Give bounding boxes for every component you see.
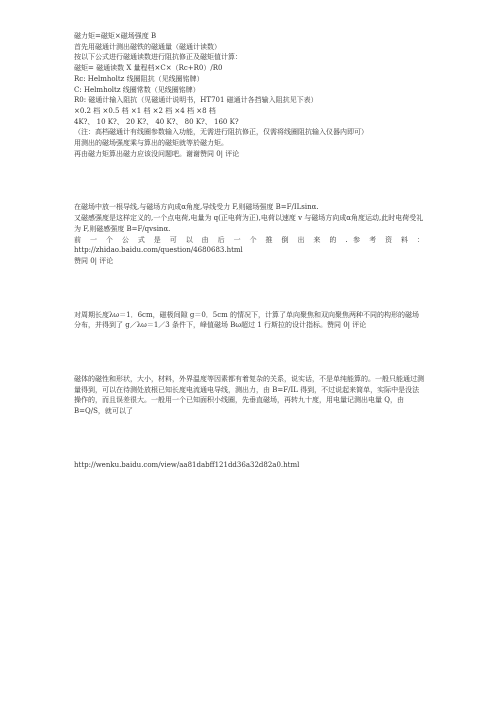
- note-paragraph: （注：高档磁通计有线圈参数输入功能，无需进行阻抗修正，仅需将线圈阻抗输入仪器内即可）: [74, 128, 368, 137]
- section-magnetic-torque: [74, 31, 424, 159]
- wenku-link[interactable]: http://wenku.baidu.com/view/aa81dabff121dd36a32d82a0.html: [74, 460, 300, 469]
- text-paragraph: 磁体的磁性和形状，大小，材料，外界温度等因素都有着复杂的关系，说实话，不是单纯能算的。一般只能通过测量得到，可以在待测处放根已知长度电流通电导线，测出力，由 B=F/IL 得到，不过说起来简单，实际中是没法操作的，而且误差很大。一般用一个已知面积小线圈，先垂直磁场，再转九十度，用电量记测出电量 Q，由 B=Q/S，就可以了: [74, 375, 424, 416]
- text-line: 磁矩= 磁通读数 X 量程档×C×（Rc+R0）/R0: [74, 64, 223, 73]
- text-line: Rc: Helmholtz 线圈阻抗（见线圈铭牌）: [74, 74, 204, 83]
- text-line: ×0.2 档 ×0.5 档 ×1 档 ×2 档 ×4 档 ×8 档: [74, 106, 216, 115]
- text-line: C: Helmholtz 线圈常数（见线圈铭牌）: [74, 85, 200, 94]
- reference-line: 前 一 个 公 式 是 可 以 由 后 一 个 推 倒 出 来 的 . 参 考 资 料 ：: [74, 235, 424, 244]
- text-line: 磁力矩=磁矩×磁场强度 B: [74, 32, 157, 40]
- section-measurement: [74, 374, 424, 417]
- text-line: 用测出的磁场强度乘与算出的磁矩就等於磁力矩。: [74, 139, 228, 148]
- reference-link[interactable]: http://zhidao.baidu.com/question/4680683.html: [74, 246, 243, 255]
- section-link: [74, 460, 424, 471]
- section-field-definition: [74, 202, 424, 266]
- text-paragraph: 对周期长度λω＝1．6cm，磁极间隙 g＝0．5cm 的情况下，计算了单向聚焦和双向聚焦两种不同的构形的磁场分布，并得到了 g／λω＝1／3 条件下，峰值磁场 Bω超过 1 行斯拉的设计指标。赞同 0| 评论: [74, 310, 420, 330]
- text-line: 再由磁力矩算出磁力应该没问题吧。谢谢赞同 0| 评论: [74, 149, 240, 158]
- text-line: R0: 磁通计输入阻抗（见磁通计说明书，HT701 磁通计各挡输入阻抗见下表）: [74, 96, 318, 105]
- vote-comment-bar[interactable]: 赞同 0| 评论: [74, 256, 114, 265]
- document-body: [74, 31, 424, 471]
- text-paragraph: 又磁感强度是这样定义的,一个点电荷,电量为 q(正电荷为正),电荷以速度 v 与磁场方向成α角度运动,此时电荷受礼为 F,则磁感强度 B=F/qvsinα.: [74, 214, 424, 233]
- text-line: 首先用磁通计测出磁铁的磁通量（磁通计读数）: [74, 42, 221, 51]
- text-line: 在磁场中放一根导线,与磁场方向成α角度,导线受力 F,则磁场强度 B=F/ILsinα.: [74, 203, 319, 212]
- text-line: 按以下公式进行磁通读数进行阻抗修正及磁矩值计算：: [74, 53, 242, 62]
- text-line: 4K?、 10 K?、 20 K?、 40 K?、 80 K?、 160 K?: [74, 117, 239, 126]
- section-wiggler-design: [74, 310, 424, 331]
